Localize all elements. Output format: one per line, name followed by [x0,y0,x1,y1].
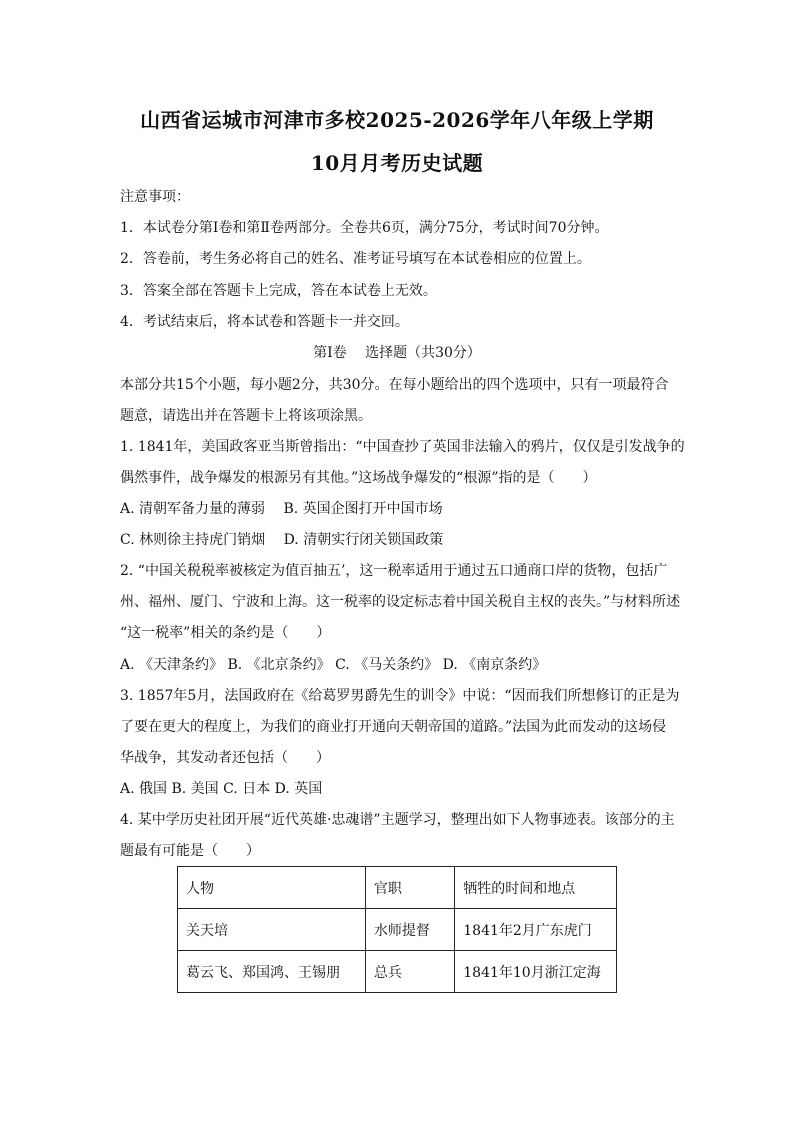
q1-options-line2: C. 林则徐主持虎门销烟 D. 清朝实行闭关锁国政策 [120,532,444,548]
section1-intro-line2: 题意，请选出并在答题卡上将该项涂黑。 [120,408,372,424]
table-header-title: 官职 [365,867,454,909]
table-cell-person: 关天培 [178,909,366,951]
table-cell-person: 葛云飞、郑国鸿、王锡朋 [178,951,366,993]
q3-line1: 3. 1857年5月，法国政府在《给葛罗男爵先生的训令》中说：“因而我们所想修订的正是为 [120,688,680,704]
exam-title-line1: 山西省运城市河津市多校2025-2026学年八年级上学期 [140,108,654,132]
exam-title-line2: 10月月考历史试题 [310,151,484,175]
notice-item-3: 3．答案全部在答题卡上完成，答在本试卷上无效。 [120,283,437,299]
q3-options: A. 俄国 B. 美国 C. 日本 D. 英国 [120,781,323,797]
q2-line2: 州、福州、厦门、宁波和上海。这一税率的设定标志着中国关税自主权的丧失。”与材料所述 [120,594,681,610]
table-row [178,951,617,993]
table-cell-time-place: 1841年10月浙江定海 [455,951,617,993]
q4-line2: 题最有可能是（ ） [120,843,260,859]
table-header-person: 人物 [178,867,366,909]
notice-heading: 注意事项： [120,189,190,205]
q3-line3: 华战争，其发动者还包括（ ） [120,750,330,766]
notice-item-1: 1．本试卷分第Ⅰ卷和第Ⅱ卷两部分。全卷共6页，满分75分，考试时间70分钟。 [120,220,609,236]
table-cell-title: 水师提督 [365,909,454,951]
q1-options-line1: A. 清朝军备力量的薄弱 B. 英国企图打开中国市场 [120,501,443,517]
notice-item-4: 4．考试结束后，将本试卷和答题卡一并交回。 [120,314,409,330]
q4-line1: 4. 某中学历史社团开展“近代英雄·忠魂谱”主题学习，整理出如下人物事迹表。该部分的主 [120,812,675,828]
table-cell-title: 总兵 [365,951,454,993]
q4-hero-table [177,866,617,993]
q2-line3: “这一税率”相关的条约是（ ） [120,625,331,641]
table-header-row [178,867,617,909]
table-header-time-place: 牺牲的时间和地点 [455,867,617,909]
section1-heading: 第Ⅰ卷 选择题（共30分） [313,345,481,361]
table-cell-time-place: 1841年2月广东虎门 [455,909,617,951]
q2-options: A. 《天津条约》 B. 《北京条约》 C. 《马关条约》 D. 《南京条约》 [120,657,547,673]
table-row [178,909,617,951]
notice-item-2: 2．答卷前，考生务必将自己的姓名、准考证号填写在本试卷相应的位置上。 [120,251,591,267]
q2-line1: 2. “中国关税税率被核定为值百抽五’，这一税率适用于通过五口通商口岸的货物，包括广 [120,563,668,579]
section1-intro-line1: 本部分共15个小题，每小题2分，共30分。在每小题给出的四个选项中，只有一项最符合 [120,377,669,393]
q3-line2: 了要在更大的程度上，为我们的商业打开通向天朝帝国的道路。”法国为此而发动的这场侵 [120,719,667,735]
q1-line1: 1. 1841年，美国政客亚当斯曾指出：“中国查抄了英国非法输入的鸦片，仅仅是引发战争的 [120,439,685,455]
q1-line2: 偶然事件，战争爆发的根源另有其他。”这场战争爆发的“根源”指的是（ ） [120,470,597,486]
